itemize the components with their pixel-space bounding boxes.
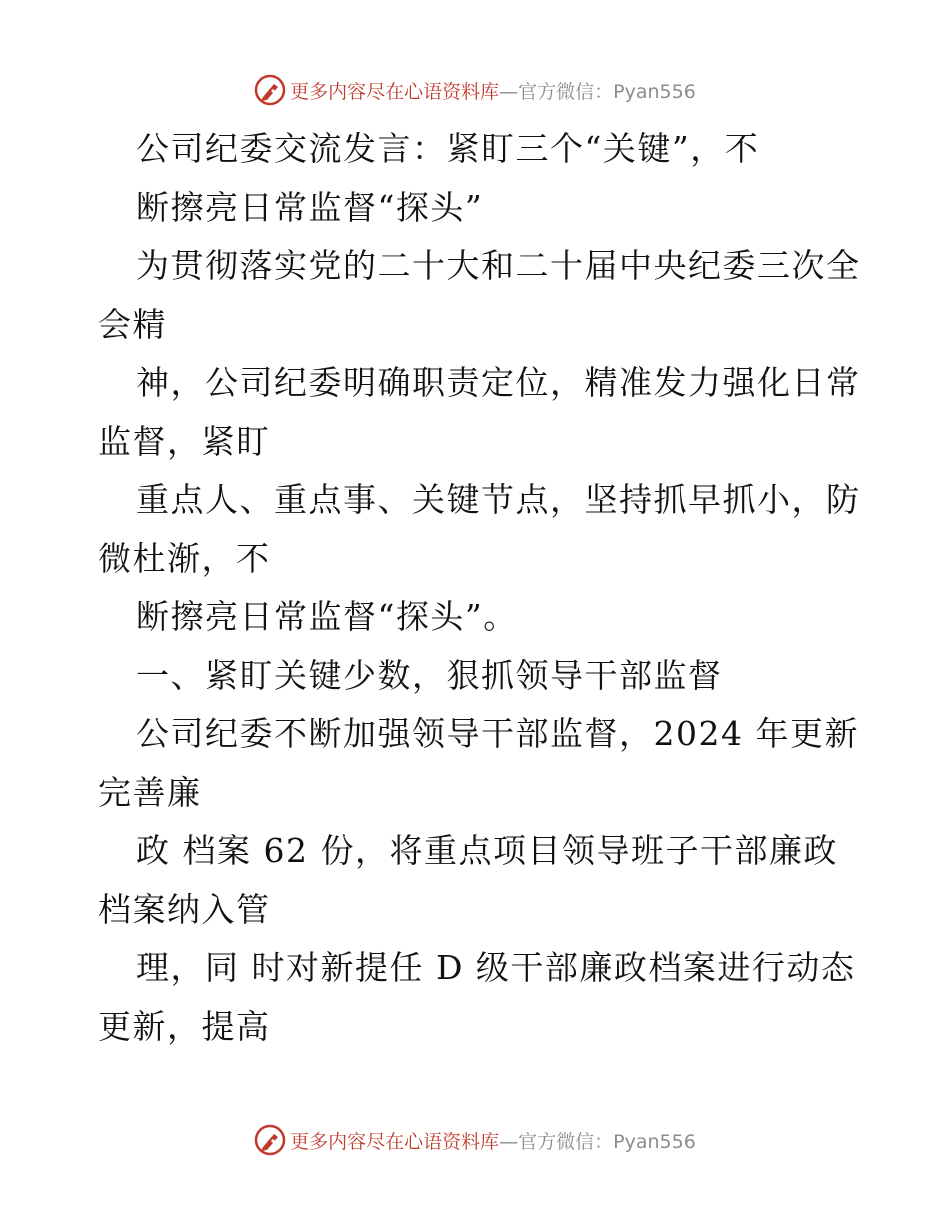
paragraph-line: 微杜渐，不 — [98, 538, 271, 578]
paragraph-line: 神，公司纪委明确职责定位，精准发力强化日常 — [136, 363, 861, 402]
paragraph-line: 为贯彻落实党的二十大和二十届中央纪委三次全 — [136, 246, 861, 285]
paragraph-line: 重点人、重点事、关键节点，坚持抓早抓小，防 — [136, 480, 861, 519]
paragraph-line: 监督，紧盯 — [98, 421, 271, 461]
header-watermark-banner — [0, 72, 950, 108]
banner-source-text: 更多内容尽在心语资料库 — [290, 80, 500, 103]
paragraph-line: 更新，提高 — [98, 1006, 271, 1046]
document-body — [98, 120, 861, 1056]
banner-wechat-text: —官方微信：Pyan556 — [499, 1130, 696, 1153]
paragraph-line: 政 档案 62 份，将重点项目领导班子干部廉政 — [136, 831, 838, 870]
title-line-1: 公司纪委交流发言：紧盯三个“关键”，不 — [136, 129, 760, 168]
footer-watermark-banner — [0, 1122, 950, 1158]
paragraph-line: 理，同 时对新提任 D 级干部廉政档案进行动态 — [136, 948, 856, 987]
paragraph-line: 会精 — [98, 304, 167, 344]
section-heading: 一、紧盯关键少数，狠抓领导干部监督 — [136, 655, 723, 695]
banner-wechat-text: —官方微信：Pyan556 — [499, 80, 696, 103]
pen-nib-circle-icon — [254, 1124, 286, 1156]
pen-nib-circle-icon — [254, 74, 286, 106]
paragraph-line: 公司纪委不断加强领导干部监督，2024 年更新 — [136, 714, 859, 753]
title-line-2: 断擦亮日常监督“探头” — [136, 187, 484, 227]
paragraph-line: 档案纳入管 — [98, 889, 271, 929]
paragraph-line: 断擦亮日常监督“探头”。 — [136, 597, 518, 636]
paragraph-line: 完善廉 — [98, 772, 202, 812]
banner-source-text: 更多内容尽在心语资料库 — [290, 1130, 500, 1153]
